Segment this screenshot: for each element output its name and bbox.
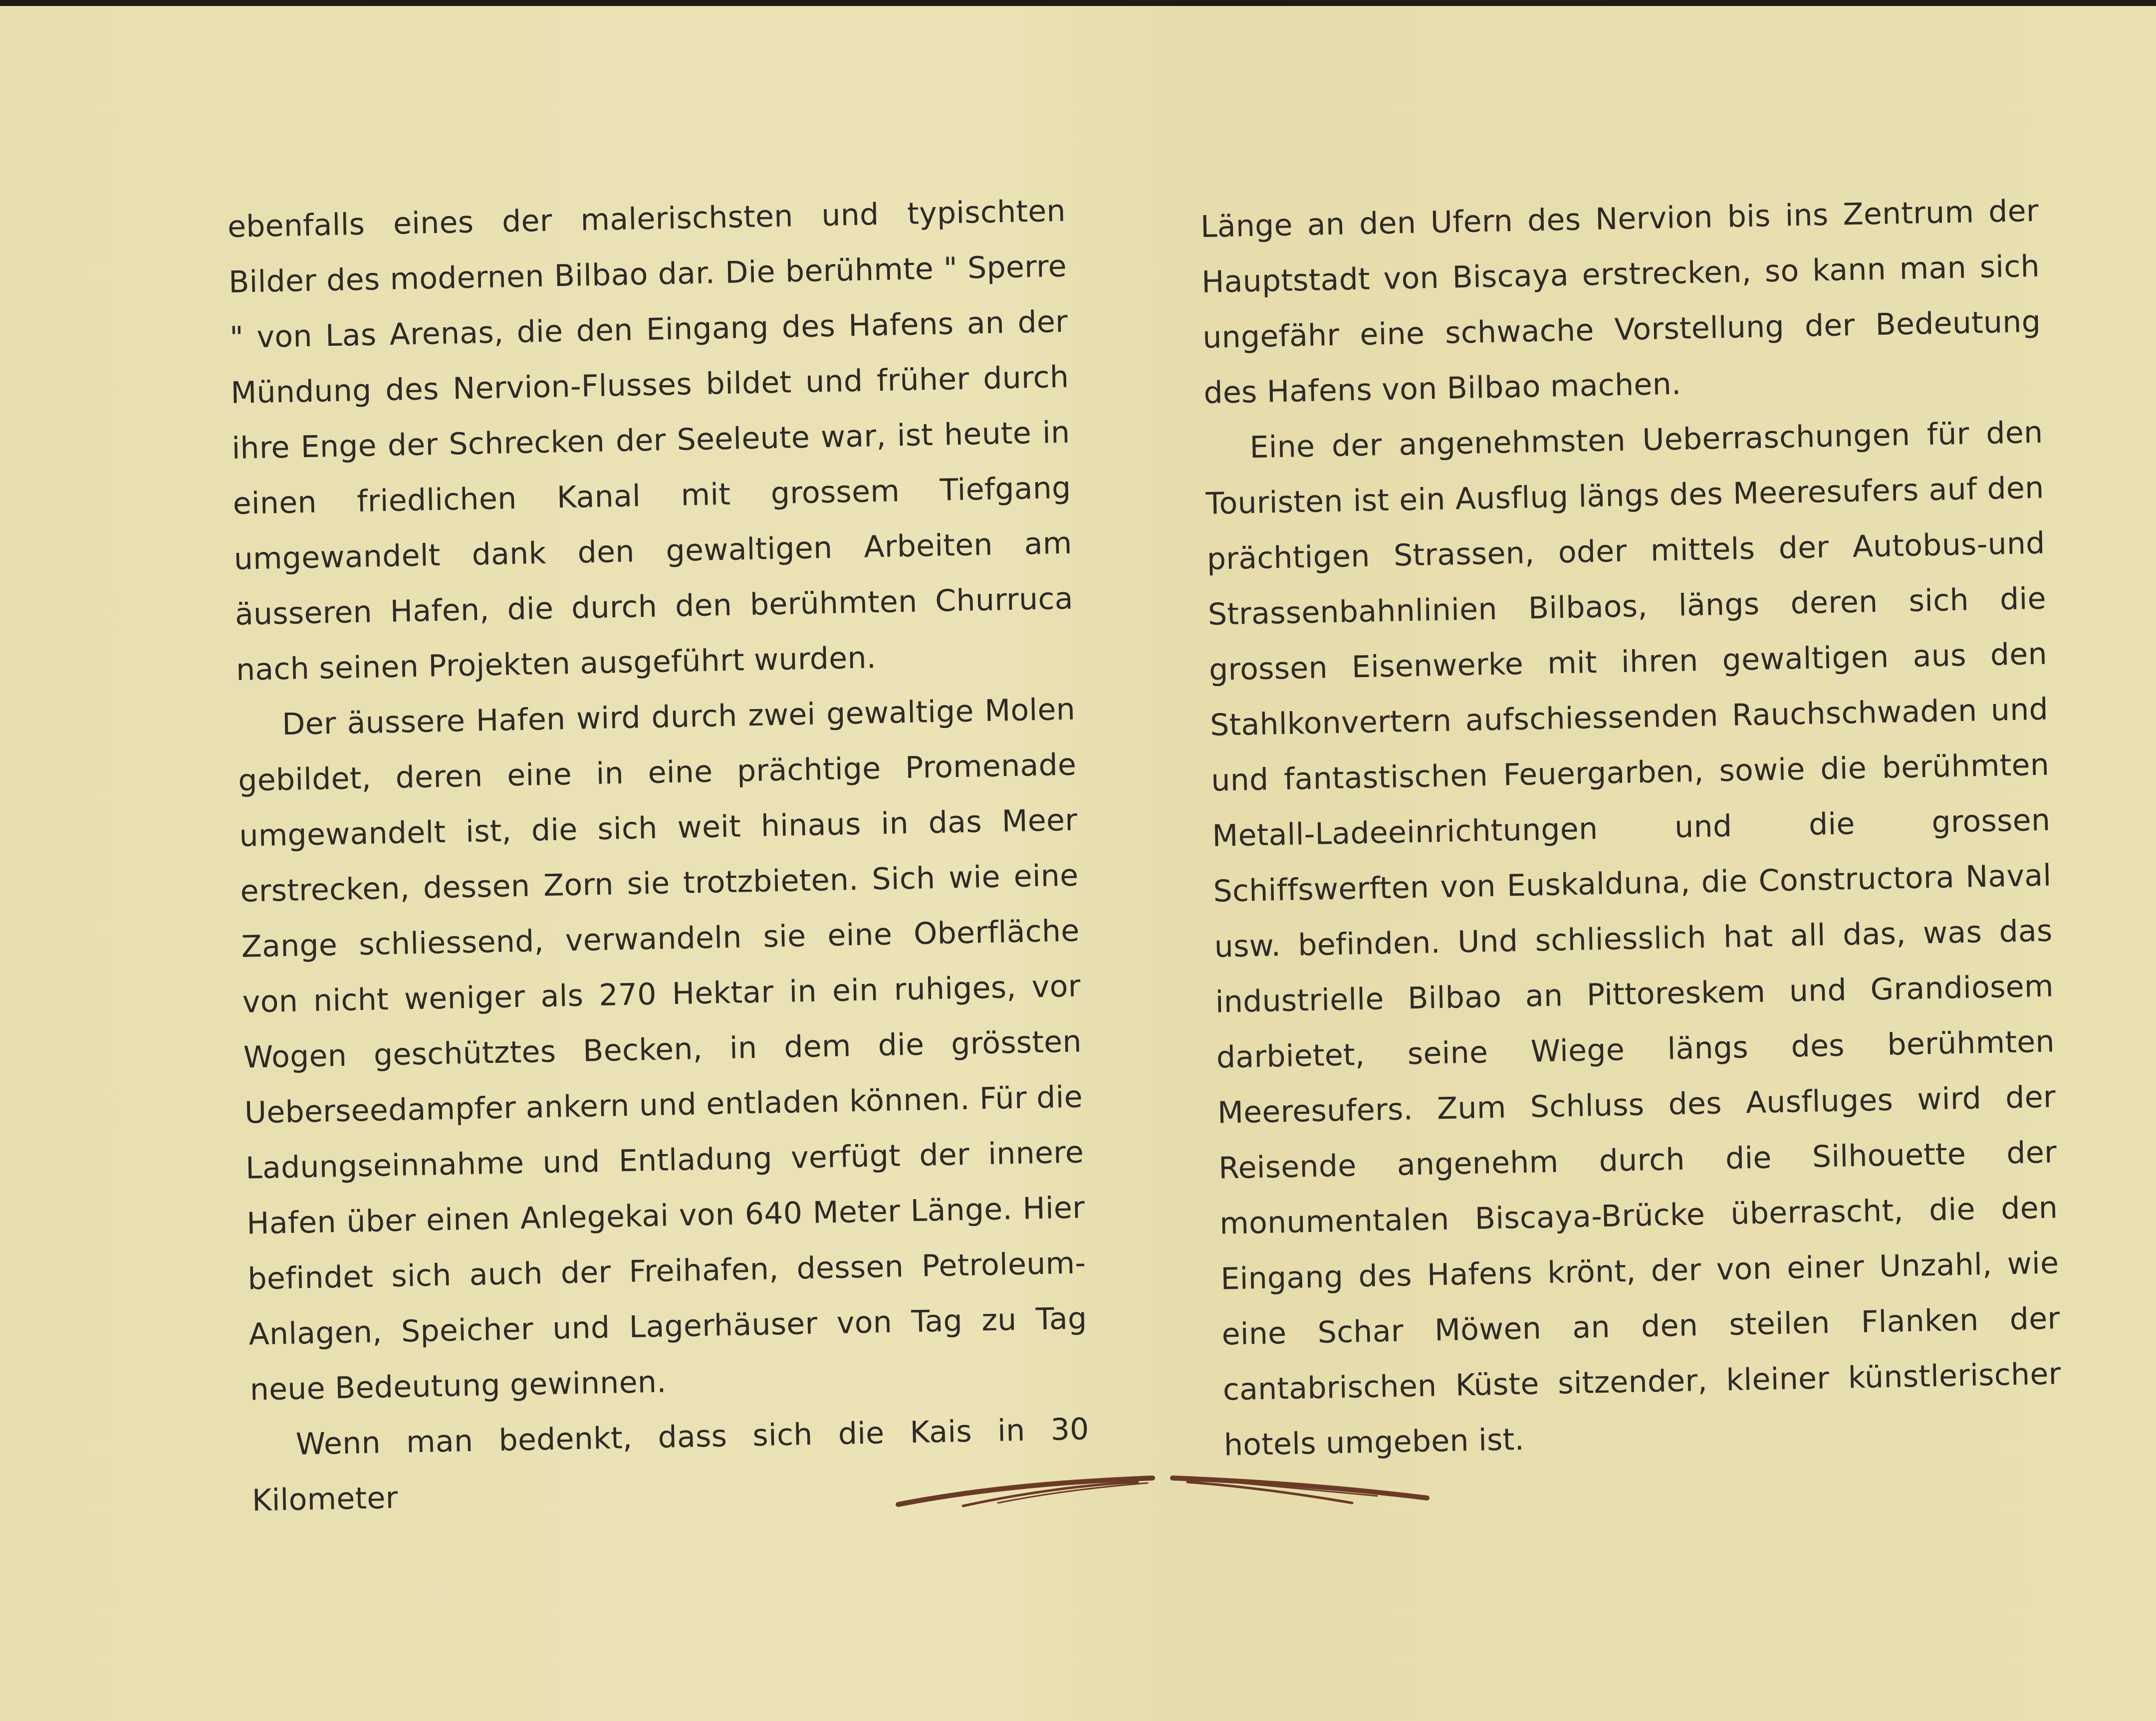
decorative-flourish-icon <box>888 1457 1437 1512</box>
page-top-edge <box>0 0 2156 6</box>
left-paragraph-3: Wenn man bedenkt, dass sich die Kais in 30 Kilometer <box>251 1412 1090 1518</box>
left-column <box>227 184 1091 1529</box>
right-paragraph-2: Eine der angenehmsten Ueberraschungen für den Touristen ist ein Ausflug längs des Meeresufers auf den prächtigen Strassen, oder mittels der Autobus-und Strassenbahnlinien Bilbaos, längs deren sich die grossen Eisenwerke mit ihren gewaltigen aus den Stahlkonvertern aufschiessenden Rauchschwaden und und fantastischen Feuergarben, sowie die berühmten Metall-Ladeeinrichtungen und die grossen Schiffswerften von Euskalduna, die Constructora Naval usw. befinden. Und schliesslich hat all das, was das industrielle Bilbao an Pittoreskem und Grandiosem darbietet, seine Wiege längs des berühmten Meeresufers. Zum Schluss des Ausfluges wird der Reisende angenehm durch die Silhouette der monumentalen Biscaya-Brücke überrascht, die den Eingang des Hafens krönt, der von einer Unzahl, wie eine Schar Möwen an den steilen Flanken der cantabrischen Küste sitzender, kleiner künstlerischer hotels umgeben ist. <box>1205 415 2062 1463</box>
right-column <box>1200 184 2063 1474</box>
left-paragraph-1: ebenfalls eines der malerischsten und typischten Bilder des modernen Bilbao dar. Die berühmte " Sperre " von Las Arenas, die den Eingang des Hafens an der Mündung des Nervion-Flusses bildet und früher durch ihre Enge der Schrecken der Seeleute war, ist heute in einen friedlichen Kanal mit grossem Tiefgang umgewandelt dank den gewaltigen Arbeiten am äusseren Hafen, die durch den berühmten Churruca nach seinen Projekten ausgeführt wurden. <box>227 193 1074 688</box>
right-paragraph-1: Länge an den Ufern des Nervion bis ins Zentrum der Hauptstadt von Biscaya erstrecken, so kann man sich ungefähr eine schwache Vorstellung der Bedeutung des Hafens von Bilbao machen. <box>1200 193 2041 411</box>
left-paragraph-2: Der äussere Hafen wird durch zwei gewaltige Molen gebildet, deren eine in eine prächtige Promenade umgewandelt ist, die sich weit hinaus in das Meer erstrecken, dessen Zorn sie trotzbieten. Sich wie eine Zange schliessend, verwandeln sie eine Oberfläche von nicht weniger als 270 Hektar in ein ruhiges, vor Wogen geschütztes Becken, in dem die grössten Ueberseedampfer ankern und entladen können. Für die Ladungseinnahme und Entladung verfügt der innere Hafen über einen Anlegekai von 640 Meter Länge. Hier befindet sich auch der Freihafen, dessen Petroleum-Anlagen, Speicher und Lagerhäuser von Tag zu Tag neue Bedeutung gewinnen. <box>238 692 1088 1408</box>
